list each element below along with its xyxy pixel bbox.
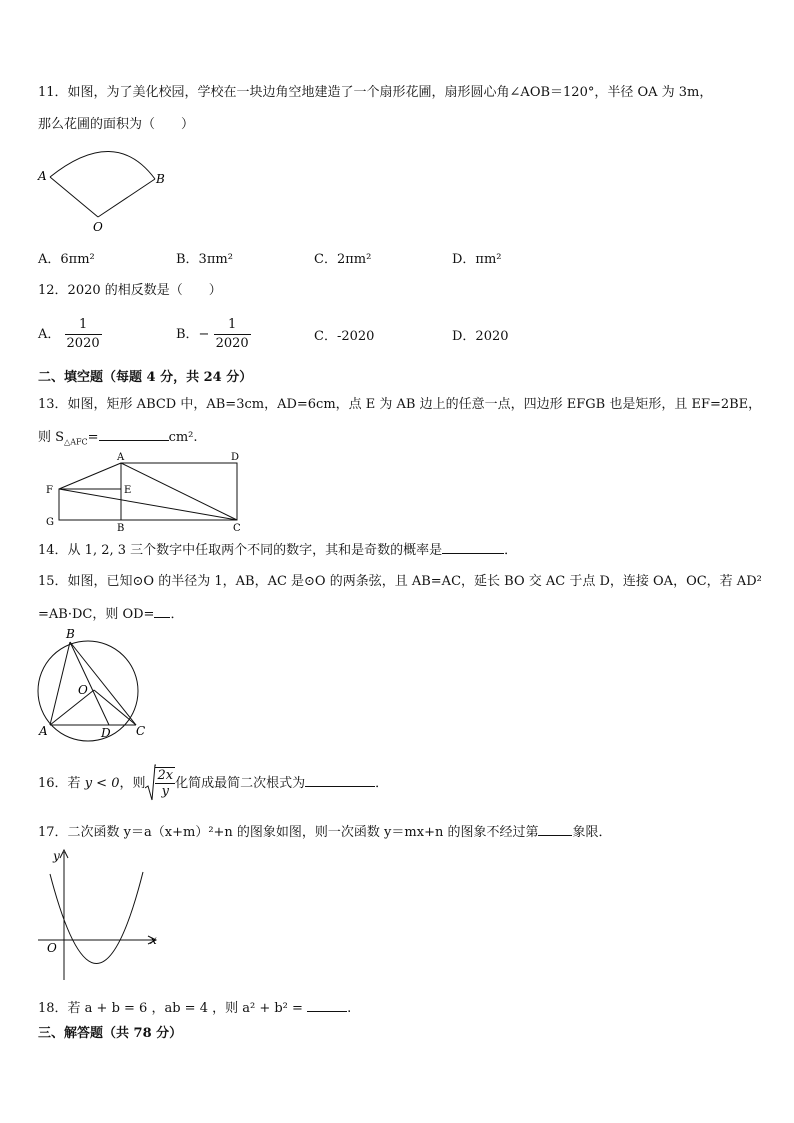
q11-stem-line2: 那么花圃的面积为（ ） xyxy=(38,117,195,132)
circle-label-d: D xyxy=(101,726,111,740)
circle-label-b: B xyxy=(66,627,75,641)
circle-label-c: C xyxy=(136,724,146,738)
sector-label-a: A xyxy=(38,169,47,183)
sector-figure xyxy=(30,140,180,235)
q13-stem-subscript: △AFC xyxy=(64,437,88,447)
q18-answer-blank[interactable] xyxy=(307,998,347,1012)
circle-figure xyxy=(32,624,162,742)
q16-radicand xyxy=(155,767,175,799)
parabola-figure xyxy=(32,844,167,984)
q16-stem-mid: ，则 xyxy=(119,775,146,791)
rect-label-b: B xyxy=(117,523,125,534)
sector-arc xyxy=(50,151,155,179)
q13-answer-blank[interactable] xyxy=(99,427,169,441)
sector-label-b: B xyxy=(156,172,165,186)
sector-label-o: O xyxy=(93,220,103,234)
q12-option-a[interactable] xyxy=(38,316,102,353)
q15-answer-blank[interactable] xyxy=(154,604,170,618)
q13-stem-suffix: cm². xyxy=(168,430,198,445)
q11-option-c[interactable]: C．2πm² xyxy=(314,252,372,267)
rect-efgb xyxy=(59,489,121,520)
q12-option-b-numerator: 1 xyxy=(228,317,237,332)
rect-label-g: G xyxy=(46,517,54,528)
q16-radicand-numerator: 2x xyxy=(157,768,174,783)
axis-label-y: y xyxy=(53,849,60,863)
q12-option-b-denominator: 2020 xyxy=(215,336,249,351)
origin-label-o: O xyxy=(47,941,57,955)
q16-condition: y < 0 xyxy=(84,775,120,791)
q13-stem-line2 xyxy=(38,427,198,452)
q12-stem: 12．2020 的相反数是（ ） xyxy=(38,283,222,298)
q14-stem xyxy=(38,540,517,560)
q17-stem xyxy=(38,822,611,842)
q14-stem-end: ． xyxy=(504,543,518,558)
q11-option-b[interactable]: B．3πm² xyxy=(176,252,233,267)
segment-fc xyxy=(59,489,237,520)
rect-label-a: A xyxy=(117,452,125,463)
segment-fa xyxy=(59,463,121,489)
q12-option-a-numerator: 1 xyxy=(78,317,88,332)
chord-ab xyxy=(50,642,70,725)
sector-radius-ob xyxy=(98,179,155,217)
segment-ac xyxy=(121,463,237,520)
q17-stem-text: 17．二次函数 y＝a（x+m）²+n 的图象如图，则一次函数 y＝mx+n 的图象不经过第 xyxy=(38,825,539,840)
q12-option-b-label: B．− xyxy=(176,327,210,342)
q11-stem-line1: 11．如图，为了美化校园，学校在一块边角空地建造了一个扇形花圃，扇形圆心角∠AOB＝120°，半径 OA 为 3m， xyxy=(38,85,713,100)
section-3-heading: 三、解答题（共 78 分） xyxy=(38,1026,183,1041)
circle-label-o: O xyxy=(78,683,88,697)
circle-label-a: A xyxy=(39,724,48,738)
q15-stem-end: ． xyxy=(170,607,184,622)
q13-stem-line1: 13．如图，矩形 ABCD 中，AB=3cm，AD=6cm，点 E 为 AB 边上的任意一点，四边形 EFGB 也是矩形，且 EF=2BE， xyxy=(38,397,762,412)
q12-option-a-label: A． xyxy=(38,327,61,342)
q14-answer-blank[interactable] xyxy=(442,540,504,554)
q12-option-b[interactable] xyxy=(176,316,251,353)
q15-stem-text: =AB·DC，则 OD= xyxy=(38,607,155,622)
sector-radius-oa xyxy=(50,177,98,217)
rect-label-f: F xyxy=(46,485,53,496)
circle-o xyxy=(38,641,138,741)
section-2-heading: 二、填空题（每题 4 分，共 24 分） xyxy=(38,370,253,385)
q16-radical xyxy=(145,764,175,803)
q12-option-c[interactable]: C．-2020 xyxy=(314,329,375,344)
q16-answer-blank[interactable] xyxy=(305,773,375,787)
rect-label-c: C xyxy=(233,523,241,534)
q18-stem-text: 18．若 a + b = 6 ，ab = 4 ，则 a² + b² = xyxy=(38,1001,303,1016)
q16-radicand-denominator: y xyxy=(155,783,175,799)
q14-stem-text: 14．从 1, 2, 3 三个数字中任取两个不同的数字，其和是奇数的概率是 xyxy=(38,543,443,558)
q18-stem xyxy=(38,998,351,1018)
q16-stem-text: 化简成最简二次根式为 xyxy=(175,775,306,791)
q16-stem xyxy=(38,764,388,803)
rect-label-e: E xyxy=(124,485,132,496)
q12-option-a-fraction xyxy=(65,316,102,353)
q11-option-a[interactable]: A．6πm² xyxy=(38,252,95,267)
q12-option-b-fraction xyxy=(214,316,251,353)
q13-stem-prefix: 则 S xyxy=(38,430,65,445)
q15-stem-line1: 15．如图，已知⊙O 的半径为 1，AB，AC 是⊙O 的两条弦，且 AB=AC，延长 BO 交 AC 于点 D，连接 OA，OC，若 AD² xyxy=(38,574,762,589)
q17-stem-end: 象限． xyxy=(572,825,612,840)
q15-stem-line2 xyxy=(38,604,183,624)
rect-label-d: D xyxy=(231,452,240,463)
q16-stem-end: ． xyxy=(375,775,389,791)
axis-label-x: x xyxy=(150,933,157,947)
q16-stem-prefix: 16．若 xyxy=(38,775,85,791)
q13-stem-equals: = xyxy=(87,430,99,445)
q12-option-d[interactable]: D．2020 xyxy=(452,329,509,344)
q11-option-d[interactable]: D．πm² xyxy=(452,252,502,267)
q18-stem-end: . xyxy=(347,1001,352,1016)
rectangle-figure xyxy=(40,450,250,535)
q17-answer-blank[interactable] xyxy=(538,822,572,836)
q12-option-a-denominator: 2020 xyxy=(66,336,100,351)
